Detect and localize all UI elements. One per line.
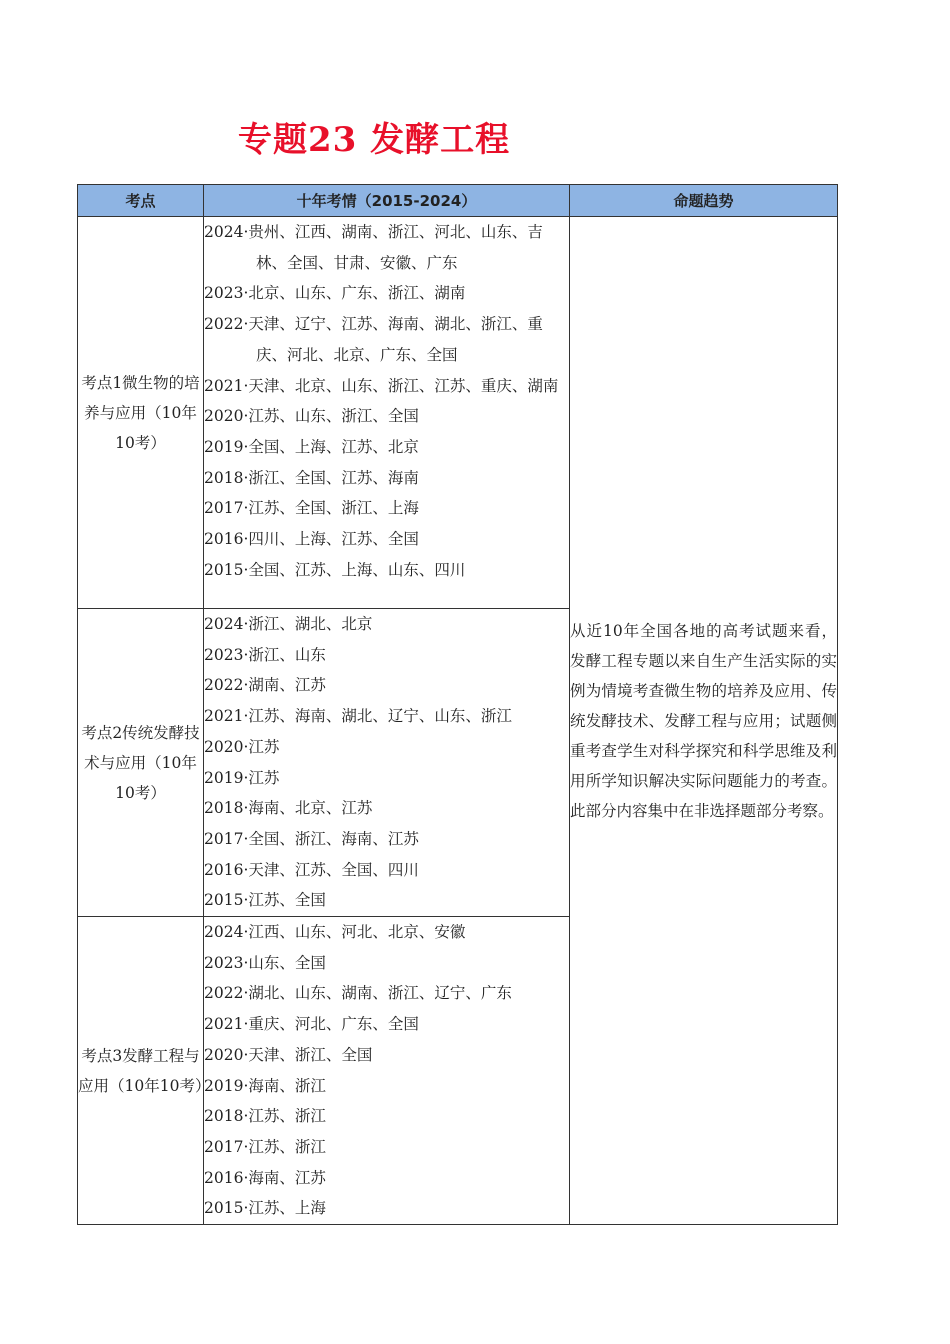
year-entry: 2019·海南、浙江 [204, 1076, 326, 1095]
page-title: 专题23 发酵工程 [238, 120, 511, 160]
year-entry: 2022·天津、辽宁、江苏、海南、湖北、浙江、重庆、河北、北京、广东、全国 [204, 315, 543, 364]
year-entry: 2021·重庆、河北、广东、全国 [204, 1015, 419, 1034]
year-entry: 2016·天津、江苏、全国、四川 [204, 860, 419, 879]
category-cell: 考点3发酵工程与应用（10年10考） [78, 917, 204, 1225]
year-entry: 2016·海南、江苏 [204, 1168, 326, 1187]
category-cell: 考点2传统发酵技术与应用（10年10考） [78, 609, 204, 917]
year-entry: 2021·天津、北京、山东、浙江、江苏、重庆、湖南 [204, 376, 559, 395]
header-years: 十年考情（2015-2024） [204, 185, 570, 217]
trend-cell: 从近10年全国各地的高考试题来看，发酵工程专题以来自生产生活实际的实例为情境考查微生物的培养及应用、传统发酵技术、发酵工程与应用；试题侧重考查学生对科学探究和科学思维及利用所学知识解决实际问题能力的考查。此部分内容集中在非选择题部分考察。 [570, 217, 838, 1225]
table-row [78, 217, 838, 609]
year-entry: 2020·江苏、山东、浙江、全国 [204, 407, 419, 426]
year-entry: 2018·江苏、浙江 [204, 1107, 326, 1126]
exam-table [77, 184, 838, 1225]
years-cell [204, 217, 570, 609]
year-entry: 2020·天津、浙江、全国 [204, 1045, 373, 1064]
header-trend: 命题趋势 [570, 185, 838, 217]
year-entry: 2023·北京、山东、广东、浙江、湖南 [204, 284, 466, 303]
header-category: 考点 [78, 185, 204, 217]
category-cell: 考点1微生物的培养与应用（10年10考） [78, 217, 204, 609]
year-entry: 2015·江苏、全国 [204, 891, 326, 910]
year-entry: 2023·浙江、山东 [204, 645, 326, 664]
year-entry: 2021·江苏、海南、湖北、辽宁、山东、浙江 [204, 707, 512, 726]
year-entry: 2022·湖南、江苏 [204, 676, 326, 695]
year-entry: 2022·湖北、山东、湖南、浙江、辽宁、广东 [204, 984, 512, 1003]
table-header-row [78, 185, 838, 217]
year-entry: 2024·浙江、湖北、北京 [204, 615, 373, 633]
year-entry: 2017·全国、浙江、海南、江苏 [204, 829, 419, 848]
year-entry: 2024·贵州、江西、湖南、浙江、河北、山东、吉林、全国、甘肃、安徽、广东 [204, 223, 543, 272]
years-cell [204, 609, 570, 917]
year-entry: 2020·江苏 [204, 737, 280, 756]
year-entry: 2017·江苏、全国、浙江、上海 [204, 499, 419, 518]
year-entry: 2016·四川、上海、江苏、全国 [204, 530, 419, 549]
year-entry: 2015·江苏、上海 [204, 1199, 326, 1218]
year-entry: 2019·全国、上海、江苏、北京 [204, 437, 419, 456]
year-entry: 2015·全国、江苏、上海、山东、四川 [204, 560, 466, 579]
year-entry: 2023·山东、全国 [204, 953, 326, 972]
year-entry: 2017·江苏、浙江 [204, 1137, 326, 1156]
years-cell [204, 917, 570, 1225]
year-entry: 2018·海南、北京、江苏 [204, 799, 373, 818]
year-entry: 2019·江苏 [204, 768, 280, 787]
year-entry: 2018·浙江、全国、江苏、海南 [204, 468, 419, 487]
year-entry: 2024·江西、山东、河北、北京、安徽 [204, 923, 466, 942]
